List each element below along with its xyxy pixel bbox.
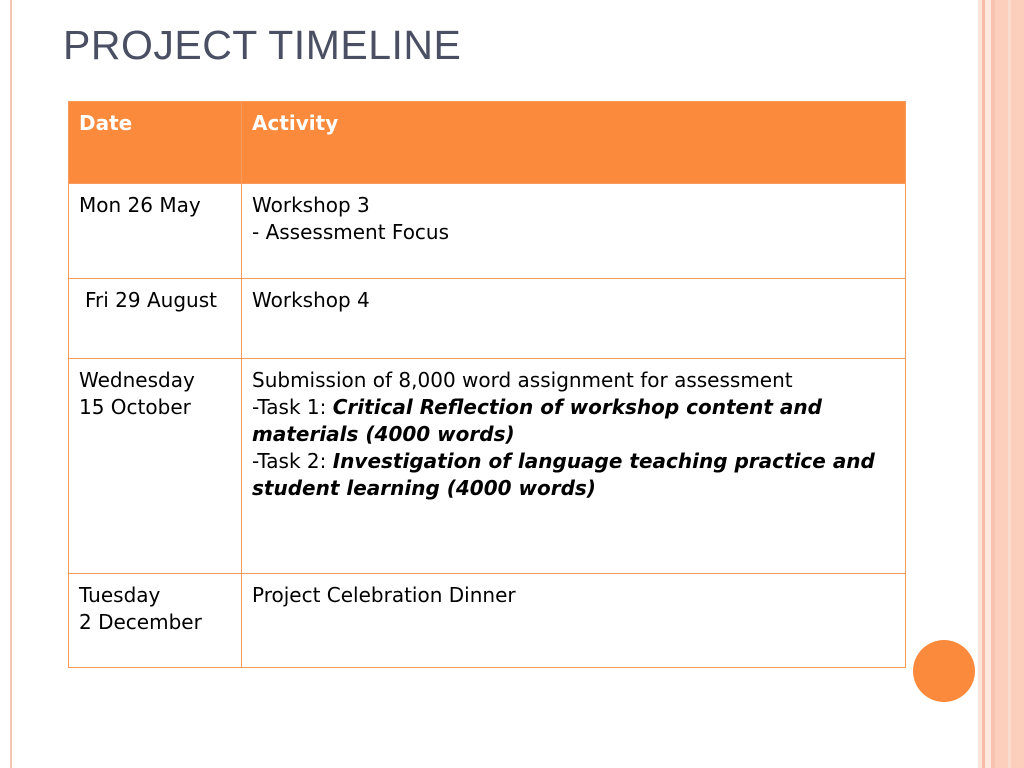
activity-column-header: Activity <box>242 102 906 184</box>
decorative-circle <box>913 640 975 702</box>
table-header-row <box>69 102 906 184</box>
table-row <box>69 279 906 359</box>
date-cell <box>69 359 242 574</box>
date-cell <box>69 279 242 359</box>
date-text: Mon 26 May <box>79 193 201 217</box>
timeline-table <box>68 101 906 668</box>
activity-text: Submission of 8,000 word assignment for assessment <box>252 368 793 392</box>
right-decorative-stripe <box>1008 0 1011 768</box>
activity-detail: - Assessment Focus <box>252 220 450 244</box>
date-text: 15 October <box>79 395 191 419</box>
activity-text: Project Celebration Dinner <box>252 583 516 607</box>
date-text: Fri 29 August <box>85 288 217 312</box>
task-1-prefix: -Task 1: <box>252 395 333 419</box>
date-column-header: Date <box>69 102 242 184</box>
activity-cell <box>242 359 906 574</box>
task-2 <box>252 448 895 502</box>
task-1-title: Critical Reflection of workshop content and materials (4000 words) <box>252 395 822 446</box>
slide-title: PROJECT TIMELINE <box>63 22 462 68</box>
table-row <box>69 184 906 279</box>
activity-text: Workshop 3 <box>252 193 370 217</box>
activity-cell <box>242 279 906 359</box>
table-row <box>69 359 906 574</box>
date-text: Wednesday <box>79 368 195 392</box>
activity-cell <box>242 574 906 668</box>
table-row <box>69 574 906 668</box>
date-cell <box>69 184 242 279</box>
activity-cell <box>242 184 906 279</box>
task-2-title: Investigation of language teaching practice and student learning (4000 words) <box>252 449 875 500</box>
task-1 <box>252 394 895 448</box>
task-2-prefix: -Task 2: <box>252 449 333 473</box>
date-text: 2 December <box>79 610 202 634</box>
activity-text: Workshop 4 <box>252 288 370 312</box>
left-decorative-rule <box>10 0 12 768</box>
date-cell <box>69 574 242 668</box>
date-text: Tuesday <box>79 583 161 607</box>
